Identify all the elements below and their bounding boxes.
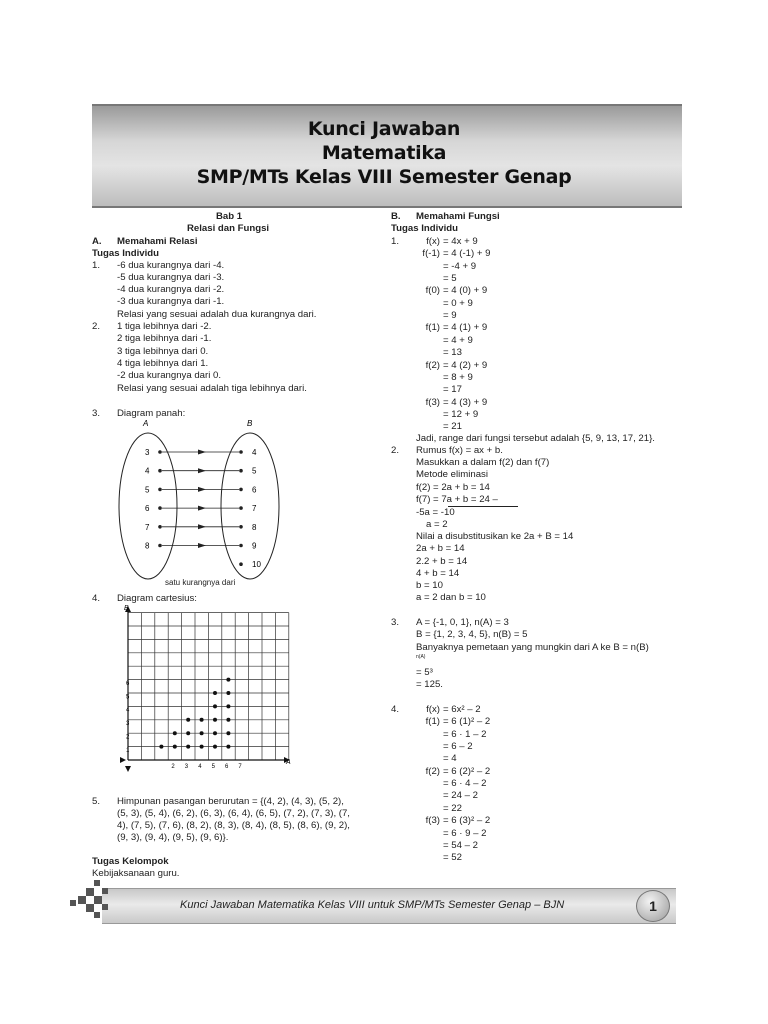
set-a-label: A (143, 419, 149, 428)
set-b-value: 8 (252, 522, 257, 532)
fn-expression: = 5 (443, 273, 457, 285)
q1-num: 1. (92, 260, 101, 271)
q1-line: -6 dua kurangnya dari -4. (117, 260, 225, 271)
q2-line: 2 tiga lebihnya dari -1. (117, 333, 212, 344)
q1-line: -5 dua kurangnya dari -3. (117, 272, 225, 283)
q4-label: Diagram cartesius: (117, 593, 197, 604)
r-q2-line: a = 2 dan b = 10 (416, 592, 486, 603)
pixel-block (94, 896, 102, 904)
q2-line: -2 dua kurangnya dari 0. (117, 370, 221, 381)
fn-expression: = 6 · 4 – 2 (443, 778, 487, 790)
pixel-block (86, 904, 94, 912)
footer-text: Kunci Jawaban Matematika Kelas VIII untuk SMP/MTs Semester Genap – BJN (180, 899, 565, 911)
fn-label: f(3) (425, 815, 440, 827)
r-q2-line: a = 2 (426, 519, 448, 530)
fn-expression: = 4 (443, 753, 457, 765)
set-b-value: 10 (252, 560, 261, 570)
r-q2-line: Metode eliminasi (416, 469, 488, 480)
r-q2-line: Masukkan a dalam f(2) dan f(7) (416, 457, 550, 468)
section-b-title: Memahami Fungsi (416, 211, 500, 222)
fn-expression: = 54 – 2 (443, 839, 478, 851)
q2-num: 2. (92, 321, 101, 332)
q3-label: Diagram panah: (117, 408, 186, 419)
r-q3-line: = 5³ (416, 667, 433, 678)
r-q1-num: 1. (391, 236, 400, 247)
pixel-block (102, 888, 108, 894)
y-tick-label: 4 (126, 707, 130, 714)
fn-label: f(3) (425, 396, 440, 408)
fn-expression: = 4 + 9 (443, 334, 473, 346)
set-a-value: 8 (145, 541, 150, 551)
section-b-num: B. (391, 211, 401, 222)
r-q3-line: = 125. (416, 679, 443, 690)
set-b-value: 9 (252, 541, 257, 551)
section-a-num: A. (92, 236, 102, 247)
fn-expression: = 12 + 9 (443, 408, 479, 420)
r-q4-num: 4. (391, 704, 400, 715)
fn-expression: = 9 (443, 310, 457, 322)
chapter-label: Bab 1 (216, 211, 243, 222)
fn-expression: = 24 – 2 (443, 790, 478, 802)
header-title-3: SMP/MTs Kelas VIII Semester Genap (196, 166, 572, 188)
r-q3-line: Banyaknya pemetaan yang mungkin dari A ke B = n(B) (416, 642, 649, 653)
tugas-kelompok: Tugas Kelompok (92, 856, 169, 867)
fn-expression: = 52 (443, 852, 462, 864)
r-q2-line: b = 10 (416, 580, 443, 591)
fn-expression: = 4 (2) + 9 (443, 359, 488, 371)
y-axis-label: B (124, 605, 129, 612)
tugas-individu-right: Tugas Individu (391, 223, 458, 234)
fn-expression: = 8 + 9 (443, 371, 473, 383)
fn-label: f(2) (425, 359, 440, 371)
pixel-block (102, 904, 108, 910)
q5-line: (9, 3), (9, 4), (9, 5), (9, 6)}. (117, 832, 229, 843)
pixel-block (94, 880, 100, 886)
q3-num: 3. (92, 408, 101, 419)
r-q3-line: B = {1, 2, 3, 4, 5}, n(B) = 5 (416, 629, 528, 640)
fn-expression: = 4x + 9 (443, 236, 478, 247)
fn-label: f(-1) (422, 248, 440, 260)
r-q1-conclusion: Jadi, range dari fungsi tersebut adalah {5, 9, 13, 17, 21}. (416, 433, 655, 444)
fn-label: f(1) (425, 716, 440, 728)
fn-label: f(x) (426, 236, 440, 247)
fn-expression: = 6 · 9 – 2 (443, 827, 487, 839)
q2-line: Relasi yang sesuai adalah tiga lebihnya dari. (117, 383, 307, 394)
r-q2-line: 4 + b = 14 (416, 568, 460, 579)
q4-num: 4. (92, 593, 101, 604)
r-q2-line: 2a + b = 14 (416, 543, 465, 554)
r-q3-num: 3. (391, 617, 400, 628)
header-title-2: Matematika (321, 142, 447, 164)
set-a-value: 7 (145, 522, 150, 532)
pixel-block (78, 896, 86, 904)
q2-line: 4 tiga lebihnya dari 1. (117, 358, 209, 369)
q1-line: -3 dua kurangnya dari -1. (117, 296, 225, 307)
q5-num: 5. (92, 796, 101, 807)
q1-line: Relasi yang sesuai adalah dua kurangnya dari. (117, 309, 317, 320)
y-tick-label: 5 (126, 694, 130, 701)
elimination-rule (448, 506, 518, 507)
pixel-block (86, 888, 94, 896)
fn-expression: = 13 (443, 347, 462, 359)
set-a-value: 5 (145, 485, 150, 495)
y-tick-label: 1 (126, 747, 130, 754)
section-a-title: Memahami Relasi (117, 236, 198, 247)
r-q2-line: f(7) = 7a + b = 24 – (416, 494, 498, 505)
x-tick-label: 7 (238, 764, 242, 770)
r-q2-line: Nilai a disubstitusikan ke 2a + B = 14 (416, 531, 574, 542)
fn-expression: = 6 (1)² – 2 (443, 716, 491, 728)
fn-expression: = 6 · 1 – 2 (443, 728, 487, 740)
fn-label: f(0) (425, 285, 440, 297)
x-tick-label: 6 (225, 764, 229, 770)
set-a-value: 4 (145, 466, 150, 476)
r-q2-line: f(2) = 2a + b = 14 (416, 482, 490, 493)
r-q3-line: n(A) (416, 654, 426, 660)
y-tick-label: 6 (126, 680, 130, 687)
r-q2-line: 2.2 + b = 14 (416, 556, 468, 567)
pixel-block (70, 900, 76, 906)
q2-line: 3 tiga lebihnya dari 0. (117, 346, 209, 357)
y-tick-label: 3 (126, 721, 130, 728)
fn-expression: = 17 (443, 384, 462, 396)
q5-line: 4), (7, 5), (7, 6), (8, 2), (8, 3), (8, 4), (8, 5), (8, 6), (9, 2), (117, 820, 350, 831)
q5-line: Himpunan pasangan berurutan = {(4, 2), (4, 3), (5, 2), (117, 796, 344, 807)
r-q3-line: A = {-1, 0, 1}, n(A) = 3 (416, 617, 509, 628)
set-b-value: 6 (252, 485, 257, 495)
fn-expression: = 4 (1) + 9 (443, 322, 488, 334)
q2-line: 1 tiga lebihnya dari -2. (117, 321, 212, 332)
fn-expression: = -4 + 9 (443, 260, 477, 272)
fn-expression: = 6 – 2 (443, 741, 473, 753)
fn-label: f(1) (425, 322, 440, 334)
set-b-value: 7 (252, 504, 257, 514)
set-a-value: 3 (145, 448, 150, 457)
set-b-value: 4 (252, 448, 257, 457)
q5-line: (5, 3), (5, 4), (6, 2), (6, 3), (6, 4), (6, 5), (7, 2), (7, 3), (7, (117, 808, 350, 819)
fn-expression: = 6 (3)² – 2 (443, 815, 491, 827)
fn-expression: = 6 (2)² – 2 (443, 765, 491, 777)
pixel-block (94, 912, 100, 918)
set-a-value: 6 (145, 504, 150, 514)
q1-line: -4 dua kurangnya dari -2. (117, 284, 225, 295)
y-tick-label: 2 (126, 734, 130, 741)
fn-label: f(2) (425, 765, 440, 777)
r-q2-line: Rumus f(x) = ax + b. (416, 445, 503, 456)
x-tick-label: 4 (198, 764, 202, 770)
x-tick-label: 2 (171, 764, 175, 770)
fn-label: f(x) (426, 704, 440, 715)
fn-expression: = 4 (-1) + 9 (443, 248, 491, 260)
page-number: 1 (636, 890, 670, 922)
x-tick-label: 5 (211, 764, 215, 770)
x-tick-label: 3 (184, 764, 189, 770)
x-axis-label: A (286, 759, 291, 766)
arrow-diagram-caption: satu kurangnya dari (165, 578, 236, 587)
tugas-kelompok-text: Kebijaksanaan guru. (92, 868, 180, 879)
fn-expression: = 4 (0) + 9 (443, 285, 488, 297)
fn-expression: = 21 (443, 421, 462, 433)
set-b-label: B (247, 419, 253, 428)
r-q2-num: 2. (391, 445, 400, 456)
fn-expression: = 4 (3) + 9 (443, 396, 488, 408)
fn-expression: = 0 + 9 (443, 297, 473, 309)
chapter-subtitle: Relasi dan Fungsi (187, 223, 270, 234)
tugas-individu-left: Tugas Individu (92, 248, 159, 259)
header-title-1: Kunci Jawaban (307, 118, 461, 140)
r-q2-line: -5a = -10 (416, 507, 455, 518)
set-b-value: 5 (252, 466, 257, 476)
fn-expression: = 22 (443, 802, 462, 814)
fn-expression: = 6x² – 2 (443, 704, 481, 715)
